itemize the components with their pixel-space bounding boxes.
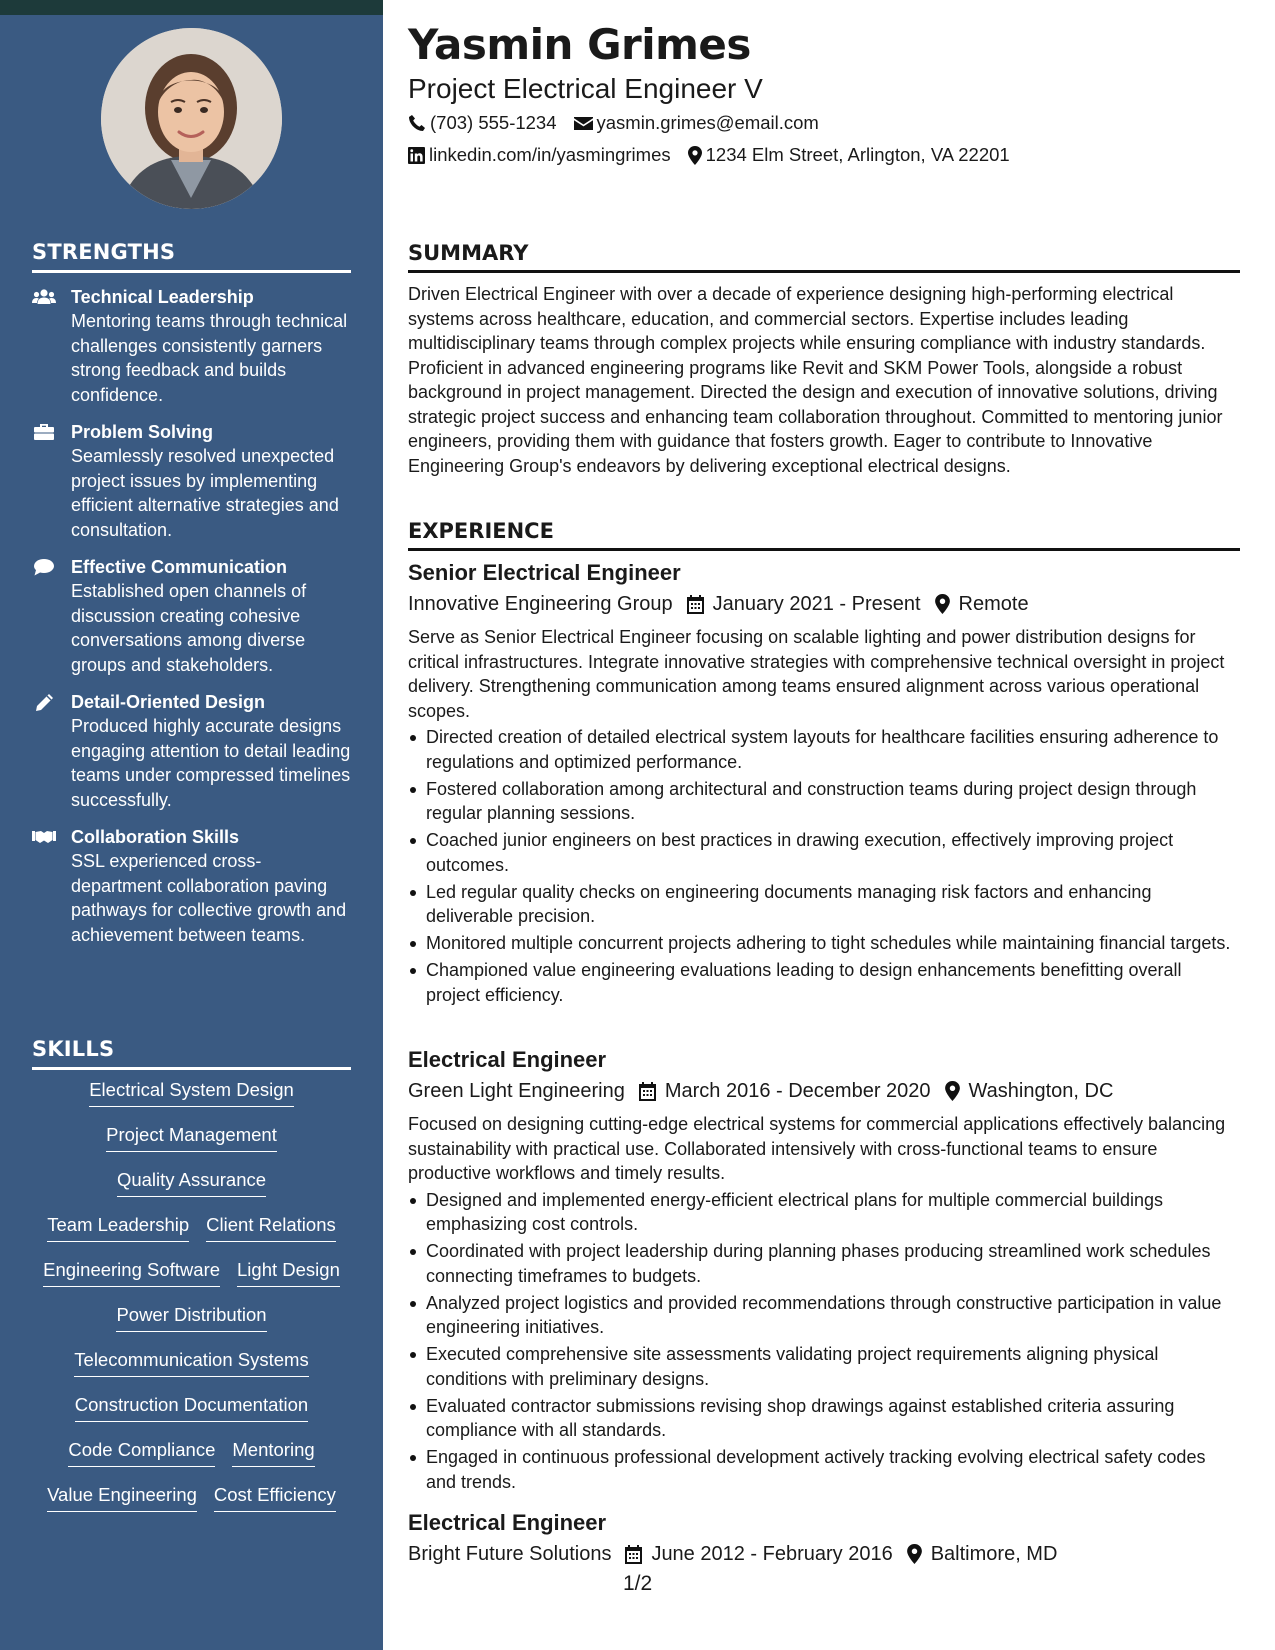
page-number: 1/2	[623, 1572, 653, 1595]
job-dates: March 2016 - December 2020	[664, 1080, 931, 1102]
job-bullets	[408, 1188, 1240, 1495]
job-role: Electrical Engineer	[408, 1510, 607, 1535]
skill-row	[32, 1168, 351, 1213]
linkedin-contact[interactable]	[408, 144, 671, 166]
email-contact[interactable]	[574, 112, 819, 134]
toolbox-icon	[32, 423, 56, 441]
calendar-icon	[687, 595, 704, 614]
strength-description: Produced highly accurate designs engaging attention to detail leading teams under compressed timelines successfully.	[71, 716, 351, 810]
skills-list	[32, 1070, 351, 1528]
skill-row	[32, 1348, 351, 1393]
list-item: Directed creation of detailed electrical system layouts for healthcare facilities ensuring adherence to regulations and optimized performance.	[408, 725, 1240, 774]
list-item: Championed value engineering evaluations leading to design enhancements benefitting overall project efficiency.	[408, 958, 1240, 1007]
list-item: Fostered collaboration among architectural and construction teams during project design through regular planning sessions.	[408, 777, 1240, 826]
job-company: Bright Future Solutions	[408, 1543, 612, 1565]
list-item: Coached junior engineers on best practices in drawing execution, effectively improving project outcomes.	[408, 828, 1240, 877]
strength-item	[32, 825, 351, 947]
experience-heading: EXPERIENCE	[408, 519, 1240, 551]
job-meta	[408, 1539, 1240, 1569]
job-description: Serve as Senior Electrical Engineer focusing on scalable lighting and power distribution designs for critical infrastructures. Integrate innovative strategies with comprehensive technical oversight in project delivery. Strengthening communication among teams ensured alignment across various operational scopes.	[408, 627, 1225, 721]
strength-description: Mentoring teams through technical challenges consistently garners strong feedback and builds confidence.	[71, 311, 348, 405]
job-company: Innovative Engineering Group	[408, 593, 673, 615]
email-address[interactable]: yasmin.grimes@email.com	[596, 112, 819, 133]
skill-tag: Client Relations	[206, 1213, 336, 1242]
list-item: Engaged in continuous professional development actively tracking evolving electrical safety codes and trends.	[408, 1445, 1240, 1494]
skill-row	[32, 1303, 351, 1348]
sidebar	[0, 0, 383, 1650]
map-pin-icon	[935, 594, 950, 614]
skills-section	[32, 1037, 351, 1528]
calendar-icon	[625, 1545, 642, 1564]
candidate-name: Yasmin Grimes	[408, 20, 751, 69]
list-item: Designed and implemented energy-efficient electrical plans for multiple commercial buildings emphasizing cost controls.	[408, 1188, 1240, 1237]
contact-row	[408, 112, 836, 134]
skill-tag: Engineering Software	[43, 1258, 220, 1287]
list-item: Led regular quality checks on engineering documents managing risk factors and enhancing deliverable precision.	[408, 880, 1240, 929]
contact-row	[408, 144, 1027, 166]
skill-tag: Power Distribution	[116, 1303, 266, 1332]
job-meta	[408, 589, 1240, 619]
strength-title: Technical Leadership	[71, 287, 254, 307]
skill-tag: Electrical System Design	[89, 1078, 294, 1107]
list-item: Executed comprehensive site assessments validating project requirements aligning physical conditions with preliminary designs.	[408, 1342, 1240, 1391]
skill-tag: Telecommunication Systems	[74, 1348, 308, 1377]
strength-description: Seamlessly resolved unexpected project issues by implementing efficient alternative strategies and consultation.	[71, 446, 339, 540]
phone-contact	[408, 112, 557, 134]
map-pin-icon	[688, 146, 702, 165]
job-location: Washington, DC	[968, 1080, 1114, 1102]
calendar-icon	[639, 1082, 656, 1101]
job-meta	[408, 1076, 1240, 1106]
job-dates: January 2021 - Present	[712, 593, 921, 615]
skill-row	[32, 1213, 351, 1258]
skill-row	[32, 1438, 351, 1483]
list-item: Coordinated with project leadership during planning phases producing streamlined work schedules connecting timeframes to budgets.	[408, 1239, 1240, 1288]
skill-tag: Light Design	[237, 1258, 340, 1287]
skill-tag: Team Leadership	[47, 1213, 189, 1242]
strength-description: Established open channels of discussion creating cohesive conversations among diverse groups and stakeholders.	[71, 581, 307, 675]
skill-row	[32, 1483, 351, 1528]
strength-description: SSL experienced cross-department collaboration paving pathways for collective growth and achievement between teams.	[71, 851, 347, 945]
list-item: Evaluated contractor submissions revising shop drawings against established criteria assuring compliance with all standards.	[408, 1394, 1240, 1443]
strength-title: Collaboration Skills	[71, 827, 240, 847]
job-bullets	[408, 725, 1240, 1007]
skill-tag: Quality Assurance	[117, 1168, 266, 1197]
skill-row	[32, 1123, 351, 1168]
portrait-image	[101, 28, 282, 209]
list-item: Monitored multiple concurrent projects adhering to tight schedules while maintaining financial targets.	[408, 931, 1240, 956]
strengths-list	[32, 285, 351, 947]
job-entry	[408, 1509, 1240, 1569]
job-entry	[408, 559, 1240, 1010]
skill-tag: Project Management	[106, 1123, 277, 1152]
skill-tag: Mentoring	[232, 1438, 314, 1467]
phone-number: (703) 555-1234	[430, 112, 557, 133]
job-company: Green Light Engineering	[408, 1080, 625, 1102]
avatar	[101, 28, 282, 209]
summary-heading: SUMMARY	[408, 241, 1240, 273]
map-pin-icon	[945, 1081, 960, 1101]
pencil-icon	[32, 693, 56, 711]
street-address: 1234 Elm Street, Arlington, VA 22201	[705, 144, 1010, 165]
job-dates: June 2012 - February 2016	[651, 1543, 893, 1565]
skill-row	[32, 1258, 351, 1303]
job-location: Baltimore, MD	[930, 1543, 1058, 1565]
skill-tag: Construction Documentation	[75, 1393, 308, 1422]
strength-title: Problem Solving	[71, 422, 214, 442]
job-role: Senior Electrical Engineer	[408, 560, 681, 585]
summary-text: Driven Electrical Engineer with over a decade of experience designing high-performing electrical systems across healthcare, education, and commercial sectors. Expertise includes leading multidisciplinary teams through complex projects while ensuring compliance with industry standards. Proficient in advanced engineering programs like Revit and SKM Power Tools, alongside a robust background in project management. Directed the design and execution of innovative solutions, driving strategic project success and enhancing team collaboration throughout. Committed to mentoring junior engineers, providing them with guidance that fosters growth. Eager to contribute to Innovative Engineering Group's endeavors by delivering exceptional electrical designs.	[408, 284, 1223, 476]
users-icon	[32, 288, 56, 306]
linkedin-icon	[408, 147, 425, 164]
skill-row	[32, 1078, 351, 1123]
sidebar-top-bar	[0, 0, 383, 15]
strength-item	[32, 285, 351, 407]
job-entry	[408, 1046, 1240, 1497]
strength-title: Effective Communication	[71, 557, 288, 577]
job-description: Focused on designing cutting-edge electrical systems for commercial applications effectively balancing sustainability with practical use. Collaborated intensively with cross-functional teams to ensure productive workflows and timely results.	[408, 1114, 1226, 1183]
handshake-icon	[32, 828, 56, 846]
skills-heading: SKILLS	[32, 1037, 351, 1070]
strength-title: Detail-Oriented Design	[71, 692, 266, 712]
skill-tag: Value Engineering	[47, 1483, 197, 1512]
strength-item	[32, 420, 351, 542]
envelope-icon	[574, 116, 593, 131]
strengths-section	[32, 240, 351, 947]
linkedin-url[interactable]: linkedin.com/in/yasmingrimes	[429, 144, 671, 165]
strengths-heading: STRENGTHS	[32, 240, 351, 273]
skill-row	[32, 1393, 351, 1438]
address-contact	[688, 144, 1010, 166]
job-role: Electrical Engineer	[408, 1047, 607, 1072]
strength-item	[32, 690, 351, 812]
skill-tag: Code Compliance	[68, 1438, 215, 1467]
skill-tag: Cost Efficiency	[214, 1483, 336, 1512]
comment-icon	[32, 558, 56, 576]
candidate-title: Project Electrical Engineer V	[408, 73, 763, 104]
list-item: Analyzed project logistics and provided recommendations through constructive participation in value engineering initiatives.	[408, 1291, 1240, 1340]
strength-item	[32, 555, 351, 677]
job-location: Remote	[958, 593, 1029, 615]
map-pin-icon	[907, 1544, 922, 1564]
phone-icon	[408, 114, 426, 132]
